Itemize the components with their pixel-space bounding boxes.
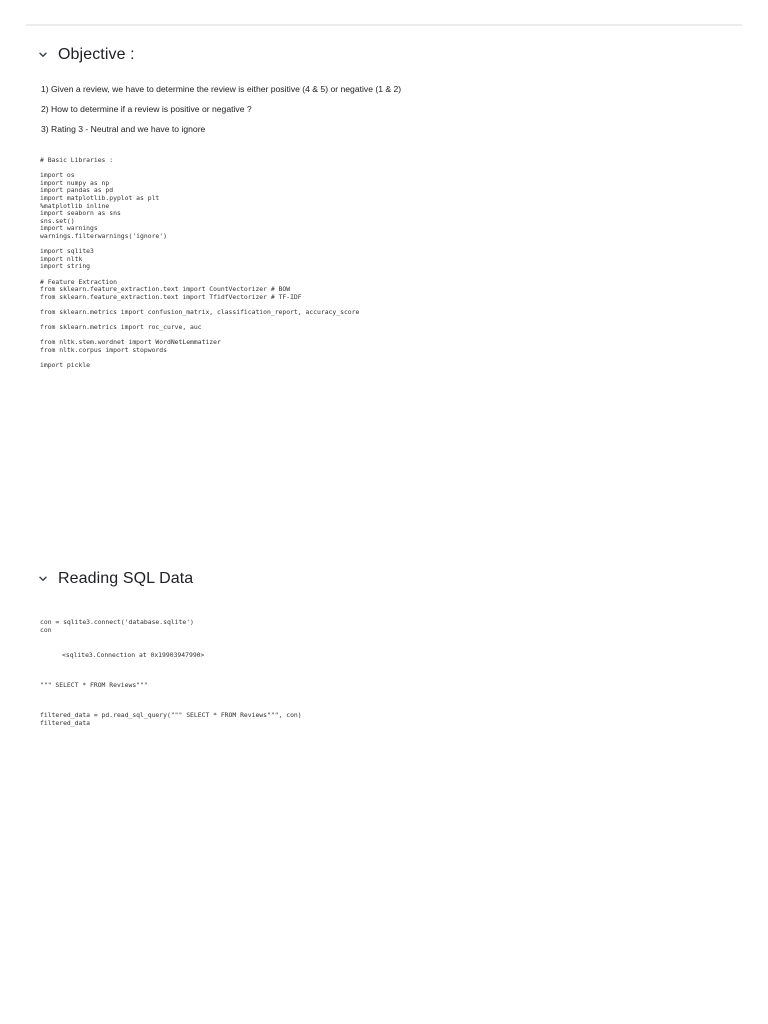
- section-header-objective[interactable]: [38, 46, 135, 64]
- chevron-down-icon[interactable]: [38, 574, 48, 584]
- code-cell-query[interactable]: [40, 682, 148, 690]
- code-line: # Feature Extraction: [40, 277, 117, 286]
- code-line: import pandas as pd: [40, 186, 114, 195]
- section-title: Objective :: [58, 46, 135, 63]
- code-line: import warnings: [40, 224, 98, 233]
- code-line: import string: [40, 262, 91, 271]
- objective-line-3: 3) Rating 3 - Neutral and we have to ignore: [41, 124, 206, 134]
- code-line: [40, 165, 359, 173]
- objective-line-2: 2) How to determine if a review is positive or negative ?: [41, 104, 252, 114]
- top-divider: [26, 24, 742, 26]
- code-line: import os: [40, 171, 75, 180]
- code-line: import numpy as np: [40, 178, 110, 187]
- code-line: import nltk: [40, 254, 83, 263]
- code-line: import seaborn as sns: [40, 209, 121, 218]
- code-line: # Basic Libraries :: [40, 156, 114, 164]
- code-line: import matplotlib.pyplot as plt: [40, 193, 160, 202]
- code-line: from sklearn.feature_extraction.text import TfidfVectorizer # TF-IDF: [40, 292, 302, 301]
- code-line: from sklearn.feature_extraction.text import CountVectorizer # BOW: [40, 285, 291, 294]
- code-line: filtered_data: [40, 718, 91, 727]
- code-line: from sklearn.metrics import roc_curve, auc: [40, 323, 202, 332]
- code-line: from sklearn.metrics import confusion_matrix, classification_report, accuracy_score: [40, 307, 360, 316]
- code-line: sns.set(): [40, 216, 75, 225]
- code-line: filtered_data = pd.read_sql_query(""" SELECT * FROM Reviews""", con): [40, 711, 302, 719]
- cell-output-connection: <sqlite3.Connection at 0x19903947990>: [62, 651, 205, 659]
- objective-line-1: 1) Given a review, we have to determine the review is either positive (4 & 5) or negative (1 & 2): [41, 84, 402, 94]
- code-line: from nltk.corpus import stopwords: [40, 345, 167, 354]
- chevron-down-icon[interactable]: [38, 50, 48, 60]
- code-cell-connect[interactable]: [40, 619, 194, 634]
- section-title: Reading SQL Data: [58, 570, 194, 587]
- code-line: from nltk.stem.wordnet import WordNetLemmatizer: [40, 338, 221, 347]
- code-line: """ SELECT * FROM Reviews""": [40, 681, 148, 689]
- section-header-reading-sql[interactable]: [38, 570, 193, 588]
- code-line: con: [40, 625, 52, 634]
- code-cell-read-sql[interactable]: [40, 712, 302, 727]
- code-line: %matplotlib inline: [40, 201, 110, 210]
- code-line: import sqlite3: [40, 247, 94, 256]
- code-line: warnings.filterwarnings('ignore'): [40, 231, 167, 240]
- code-line: import pickle: [40, 361, 91, 370]
- code-line: con = sqlite3.connect('database.sqlite'): [40, 618, 194, 626]
- code-cell-imports[interactable]: [40, 157, 359, 370]
